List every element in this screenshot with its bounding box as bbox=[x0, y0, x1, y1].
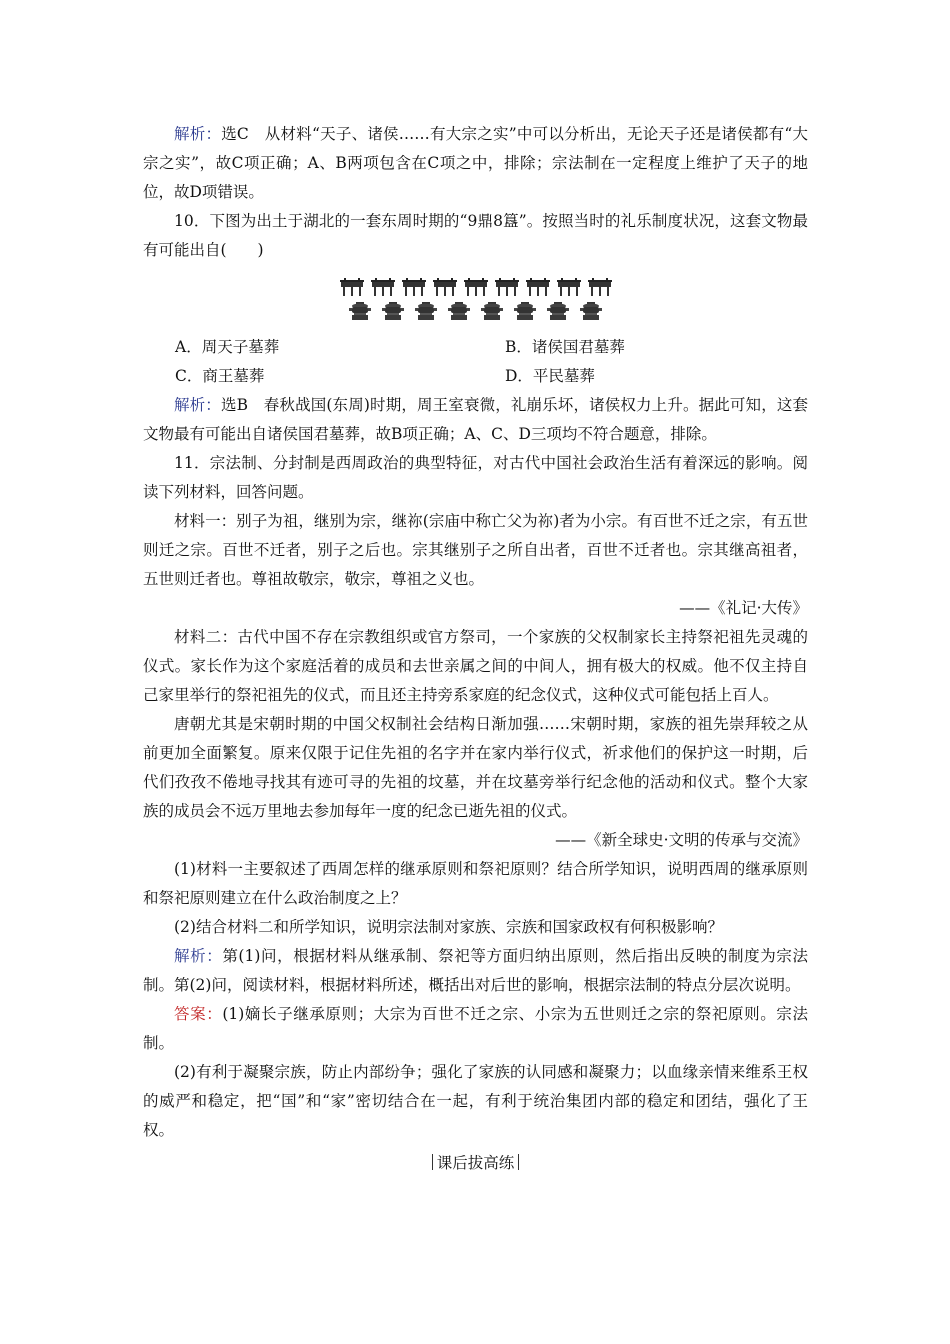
question-one: (1)材料一主要叙述了西周怎样的继承原则和祭祀原则？结合所学知识，说明西周的继承原则和祭祀原则建立在什么政治制度之上？ bbox=[143, 860, 808, 907]
analysis-text: 选B 春秋战国(东周)时期，周王室衰微，礼崩乐坏，诸侯权力上升。据此可知，这套文物最有可能出自诸侯国君墓葬，故B项正确；A、C、D三项均不符合题意，排除。 bbox=[143, 396, 808, 443]
answer-text-one: (1)嫡长子继承原则；大宗为百世不迁之宗、小宗为五世则迁之宗的祭祀原则。宗法制。 bbox=[143, 1005, 808, 1052]
answer-two: (2)有利于凝聚宗族，防止内部纷争；强化了家族的认同感和凝聚力；以血缘亲情来维系王权的威严和稳定，把“国”和“家”密切结合在一起，有利于统治集团内部的稳定和团结，强化了王权。 bbox=[143, 1063, 808, 1139]
ding-vessel-icon bbox=[431, 277, 459, 295]
gui-vessel-icon bbox=[415, 301, 437, 319]
material-two-p1: 材料二：古代中国不存在宗教组织或官方祭司，一个家族的父权制家长主持祭祀祖先灵魂的仪式。家长作为这个家庭活着的成员和去世亲属之间的中间人，拥有极大的权威。他不仅主持自己家里举行的祭祀祖先的仪式，而且还主持旁系家庭的纪念仪式，这种仪式可能包括上百人。 bbox=[143, 628, 808, 704]
gui-vessel-icon bbox=[481, 301, 503, 319]
ding-vessel-icon bbox=[524, 277, 552, 295]
divider-left bbox=[432, 1154, 433, 1170]
material-two-p2: 唐朝尤其是宋朝时期的中国父权制社会结构日渐加强……宋朝时期，家族的祖先崇拜较之从前更加全面繁复。原来仅限于记住先祖的名字并在家内举行仪式，祈求他们的保护这一时期，后代们孜孜不倦地寻找其有迹可寻的先祖的坟墓，并在坟墓旁举行纪念他的活动和仪式。整个大家族的成员会不远万里地去参加每年一度的纪念已逝先祖的仪式。 bbox=[143, 715, 808, 820]
ding-vessel-icon bbox=[369, 277, 397, 295]
analysis-text: 选C 从材料“天子、诸侯……有大宗之实”中可以分析出，无论天子还是诸侯都有“大宗之实”，故C项正确；A、B两项包含在C项之中，排除；宗法制在一定程度上维护了天子的地位，故D项错误。 bbox=[143, 125, 808, 201]
material-one: 材料一：别子为祖，继别为宗，继祢(宗庙中称亡父为祢)者为小宗。有百世不迁之宗，有五世则迁之宗。百世不迁者，别子之后也。宗其继别子之所自出者，百世不迁者也。宗其继高祖者，五世则迁者也。尊祖故敬宗，敬宗，尊祖之义也。 bbox=[143, 512, 808, 588]
analysis-label: 解析： bbox=[174, 396, 221, 414]
gui-row bbox=[345, 301, 606, 319]
gui-vessel-icon bbox=[349, 301, 371, 319]
gui-vessel-icon bbox=[382, 301, 404, 319]
gui-vessel-icon bbox=[547, 301, 569, 319]
ding-vessel-icon bbox=[586, 277, 614, 295]
option-d: D．平民墓葬 bbox=[505, 367, 595, 385]
q10-analysis bbox=[143, 391, 808, 449]
q9-analysis bbox=[143, 120, 808, 207]
q11-stem: 11．宗法制、分封制是西周政治的典型特征，对古代中国社会政治生活有着深远的影响。阅读下列材料，回答问题。 bbox=[143, 454, 808, 501]
ding-row bbox=[338, 277, 614, 295]
ding-vessel-icon bbox=[462, 277, 490, 295]
material-one-source: ——《礼记·大传》 bbox=[679, 599, 808, 617]
question-two: (2)结合材料二和所学知识，说明宗法制对家族、宗族和国家政权有何积极影响？ bbox=[174, 918, 723, 936]
material-two-source: ——《新全球史·文明的传承与交流》 bbox=[555, 831, 808, 849]
analysis-label: 解析： bbox=[174, 947, 223, 965]
option-c: C．商王墓葬 bbox=[175, 367, 265, 385]
answer-label: 答案： bbox=[174, 1005, 223, 1023]
analysis-label: 解析： bbox=[174, 125, 222, 143]
vessel-figure bbox=[143, 267, 808, 329]
section-title bbox=[143, 1149, 808, 1178]
answer-one bbox=[143, 1000, 808, 1058]
option-a: A．周天子墓葬 bbox=[175, 338, 280, 356]
gui-vessel-icon bbox=[448, 301, 470, 319]
analysis-text: 第(1)问，根据材料从继承制、祭祀等方面归纳出原则，然后指出反映的制度为宗法制。第(2)问，阅读材料，根据材料所述，概括出对后世的影响，根据宗法制的特点分层次说明。 bbox=[143, 947, 808, 994]
ding-vessel-icon bbox=[338, 277, 366, 295]
q11-analysis bbox=[143, 942, 808, 1000]
gui-vessel-icon bbox=[514, 301, 536, 319]
q10-stem: 10．下图为出土于湖北的一套东周时期的“9鼎8簋”。按照当时的礼乐制度状况，这套文物最有可能出自( ) bbox=[143, 212, 808, 259]
ding-vessel-icon bbox=[400, 277, 428, 295]
divider-right bbox=[518, 1154, 519, 1170]
ding-vessel-icon bbox=[555, 277, 583, 295]
gui-vessel-icon bbox=[580, 301, 602, 319]
document-page bbox=[143, 120, 808, 1178]
section-title-text: 课后拔高练 bbox=[436, 1154, 515, 1172]
q10-options bbox=[143, 333, 808, 391]
option-b: B．诸侯国君墓葬 bbox=[505, 338, 625, 356]
ding-vessel-icon bbox=[493, 277, 521, 295]
